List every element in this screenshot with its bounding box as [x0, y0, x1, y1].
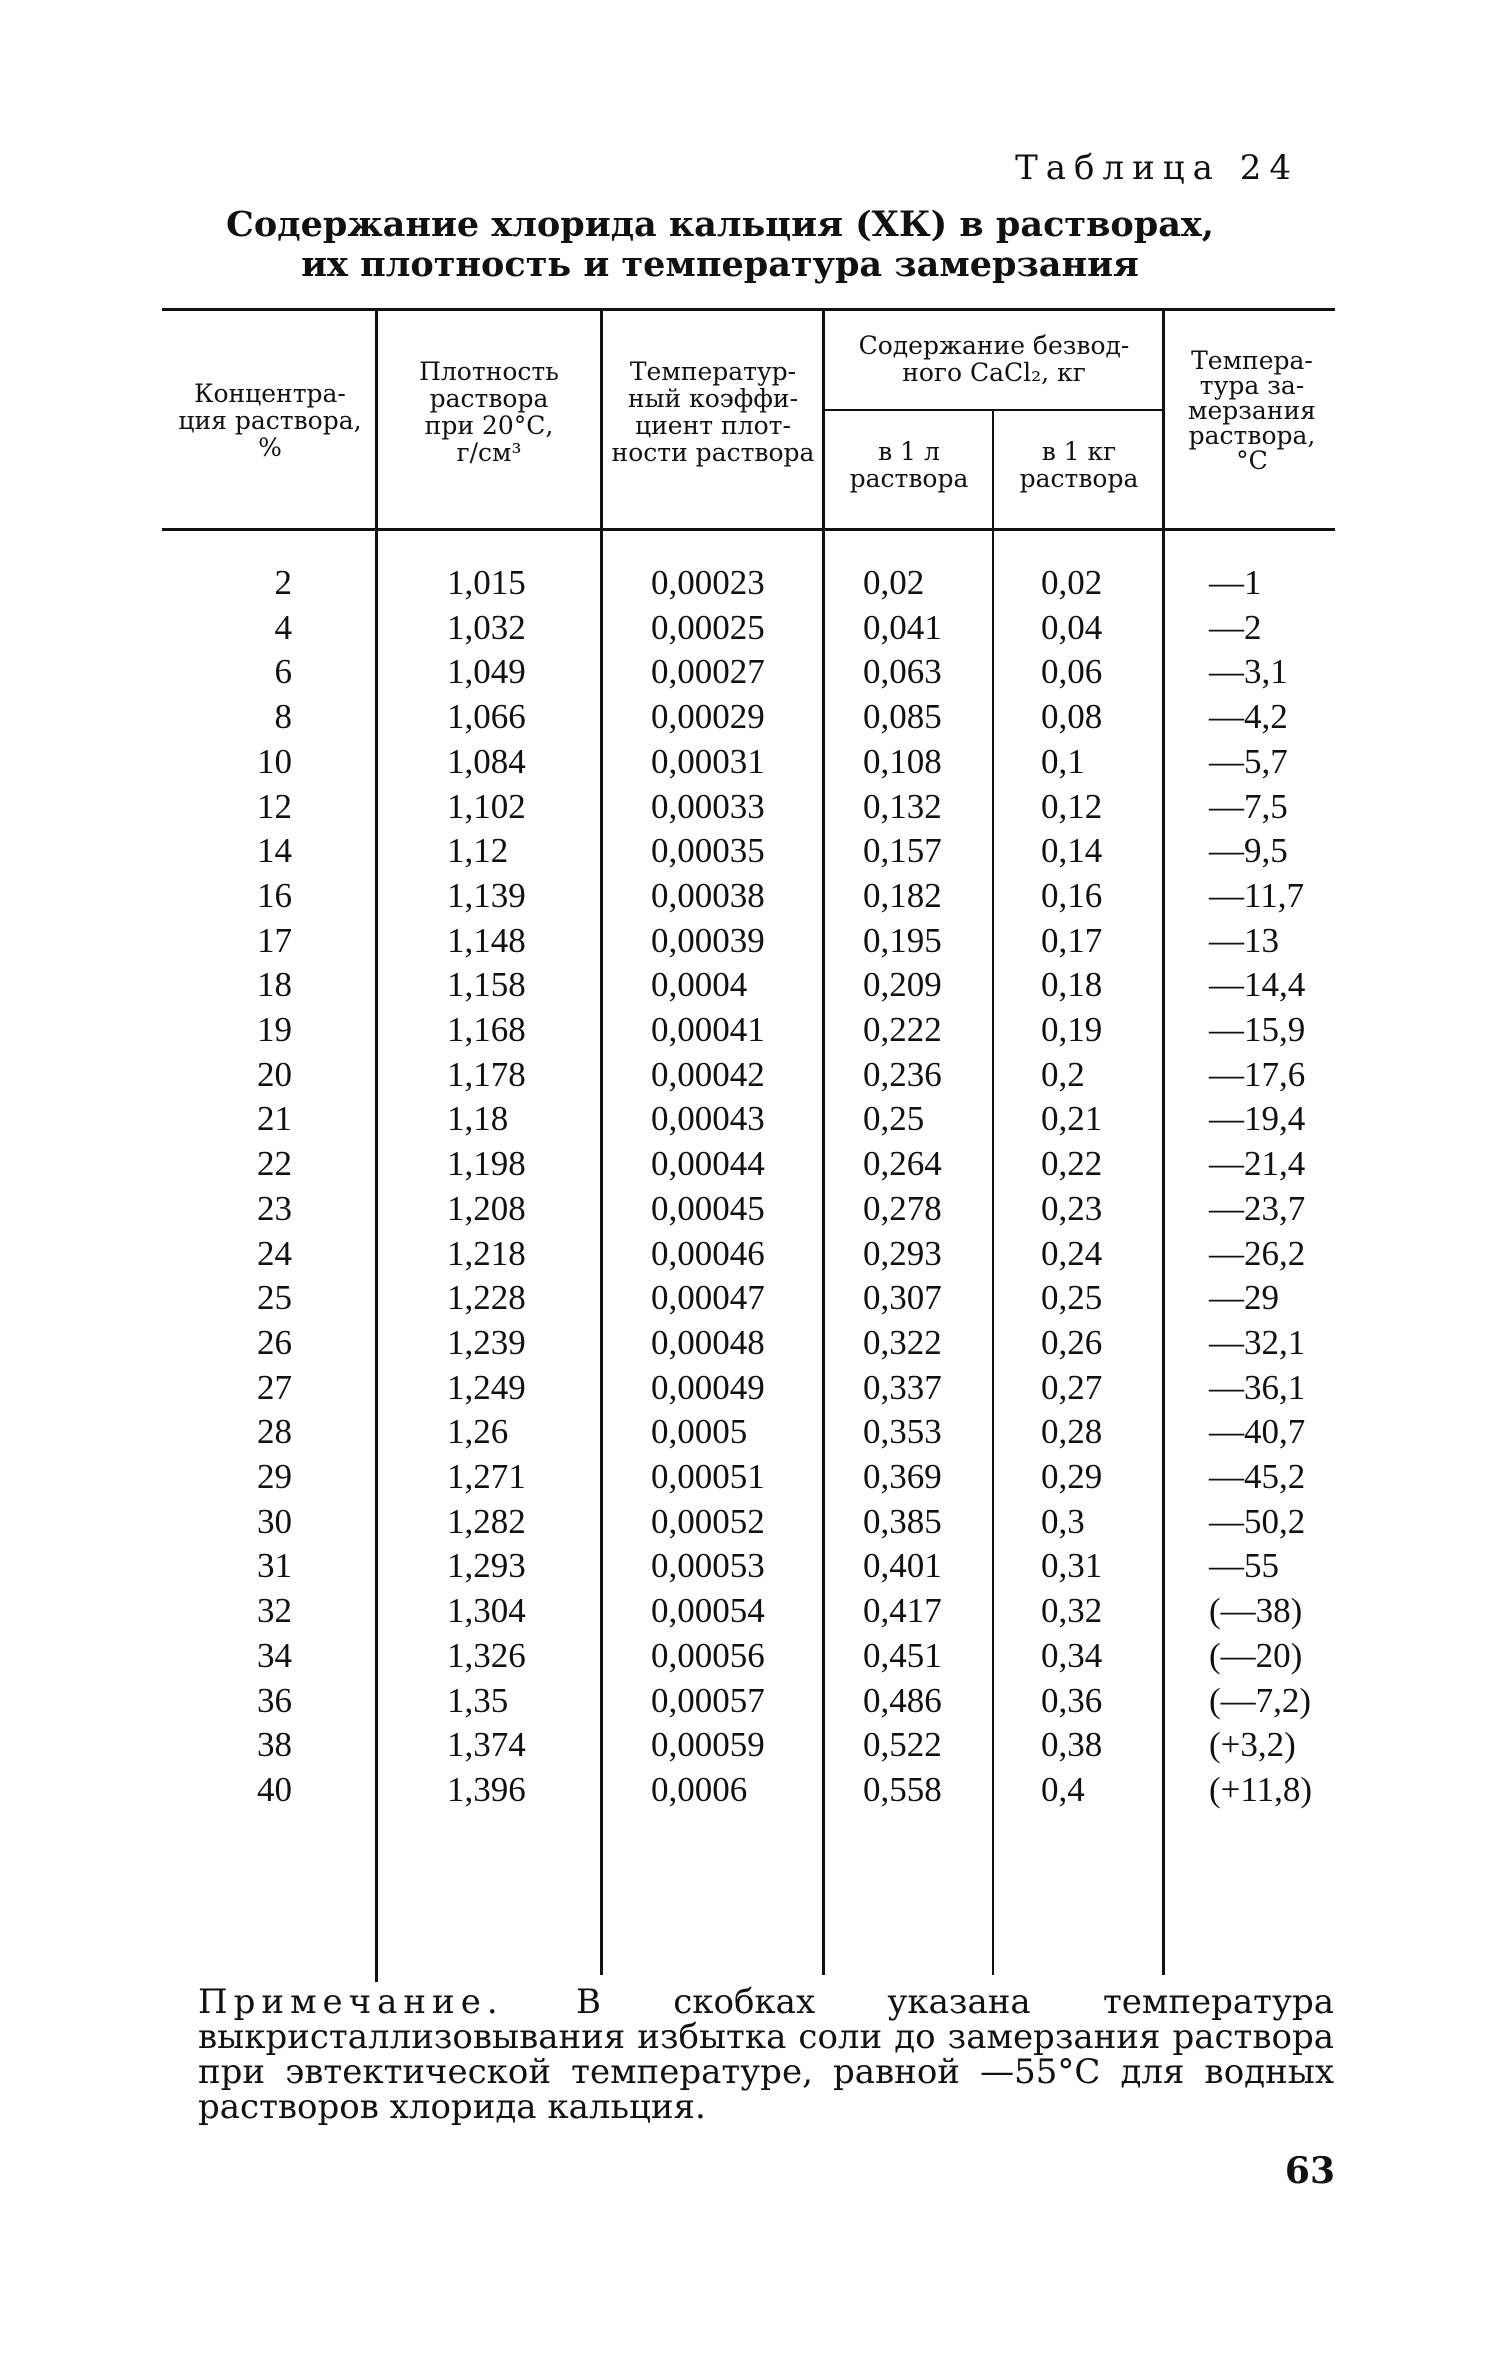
cell-density: 1,084	[447, 741, 526, 781]
cell-content-per-liter: 0,369	[863, 1457, 942, 1496]
cell-freezing-temperature: —26,2	[1209, 1233, 1306, 1273]
cell-concentration: 23	[257, 1188, 292, 1228]
table-row	[162, 962, 1335, 1007]
cell-temp-coefficient: 0,00035	[651, 831, 765, 871]
cell-concentration: 36	[257, 1680, 292, 1720]
cell-density: 1,26	[447, 1412, 509, 1452]
cell-density: 1,282	[447, 1501, 526, 1541]
cell-density: 1,015	[447, 563, 526, 602]
cell-concentration: 34	[257, 1635, 292, 1675]
cell-concentration: 10	[257, 741, 292, 781]
page-number: 63	[1284, 2150, 1335, 2192]
table-row	[162, 649, 1335, 694]
cell-freezing-temperature: —29	[1209, 1278, 1279, 1318]
table-row	[162, 1454, 1335, 1499]
table-row	[162, 694, 1335, 739]
table-row	[162, 1096, 1335, 1141]
cell-freezing-temperature: —4,2	[1209, 697, 1288, 737]
cell-density: 1,198	[447, 1144, 526, 1184]
cell-content-per-liter: 0,236	[863, 1054, 942, 1094]
cell-concentration: 25	[257, 1278, 292, 1318]
header-freezing-temperature: Темпера- тура за- мерзания раствора, °С	[1188, 346, 1316, 475]
cell-temp-coefficient: 0,00038	[651, 875, 765, 915]
cell-content-per-liter: 0,337	[863, 1367, 942, 1407]
cell-temp-coefficient: 0,0005	[651, 1412, 748, 1452]
table-row	[162, 1186, 1335, 1231]
cell-temp-coefficient: 0,00046	[651, 1233, 765, 1273]
cell-temp-coefficient: 0,00048	[651, 1322, 765, 1362]
header-density: Плотность раствора при 20°С, г/см³	[419, 357, 559, 467]
cell-freezing-temperature: —17,6	[1209, 1054, 1306, 1094]
cell-concentration: 17	[257, 920, 292, 960]
table-row	[162, 1409, 1335, 1454]
cell-freezing-temperature: —40,7	[1209, 1412, 1306, 1452]
cell-concentration: 26	[257, 1322, 292, 1362]
cell-density: 1,396	[447, 1769, 526, 1809]
table-row	[162, 739, 1335, 784]
cell-concentration: 21	[257, 1099, 292, 1139]
cell-concentration: 38	[257, 1725, 292, 1765]
cell-content-per-liter: 0,307	[863, 1278, 942, 1318]
cell-content-per-kg: 0,12	[1041, 786, 1103, 826]
cell-content-per-liter: 0,132	[863, 786, 942, 826]
cell-freezing-temperature: (—20)	[1209, 1635, 1303, 1675]
cell-density: 1,032	[447, 607, 526, 647]
table-title	[220, 205, 1220, 285]
cell-freezing-temperature: (+3,2)	[1209, 1725, 1296, 1765]
cell-content-per-kg: 0,14	[1041, 831, 1103, 871]
cell-concentration: 4	[274, 607, 292, 647]
cell-temp-coefficient: 0,00043	[651, 1099, 765, 1139]
table-row	[162, 1499, 1335, 1544]
header-bottom-rule	[162, 528, 1335, 531]
cell-temp-coefficient: 0,00029	[651, 697, 765, 737]
cell-freezing-temperature: —55	[1209, 1546, 1279, 1586]
cell-concentration: 6	[274, 652, 292, 692]
cell-temp-coefficient: 0,00056	[651, 1635, 765, 1675]
cell-density: 1,168	[447, 1010, 526, 1049]
table-row	[162, 1007, 1335, 1052]
cell-content-per-liter: 0,157	[863, 831, 942, 871]
cell-concentration: 32	[257, 1591, 292, 1631]
cell-content-per-kg: 0,22	[1041, 1144, 1103, 1184]
cell-content-per-liter: 0,085	[863, 697, 942, 737]
table-row	[162, 1722, 1335, 1767]
cell-temp-coefficient: 0,00023	[651, 563, 765, 602]
cell-content-per-liter: 0,401	[863, 1546, 942, 1586]
cell-temp-coefficient: 0,00049	[651, 1367, 765, 1407]
cell-density: 1,12	[447, 831, 509, 871]
table-row	[162, 1543, 1335, 1588]
cell-concentration: 12	[257, 786, 292, 826]
cell-density: 1,049	[447, 652, 526, 692]
cell-density: 1,271	[447, 1457, 526, 1496]
cell-density: 1,148	[447, 920, 526, 960]
cell-temp-coefficient: 0,0004	[651, 965, 748, 1005]
cell-freezing-temperature: —11,7	[1209, 875, 1304, 915]
cell-density: 1,239	[447, 1322, 526, 1362]
table-row	[162, 1365, 1335, 1410]
cell-temp-coefficient: 0,0006	[651, 1769, 748, 1809]
cell-content-per-kg: 0,2	[1041, 1054, 1085, 1094]
table-top-rule	[162, 308, 1335, 311]
table-row	[162, 784, 1335, 829]
table-label: Таблица 24	[1015, 148, 1299, 188]
cell-concentration: 20	[257, 1054, 292, 1094]
cell-temp-coefficient: 0,00025	[651, 607, 765, 647]
cell-content-per-kg: 0,19	[1041, 1010, 1103, 1049]
cell-freezing-temperature: —45,2	[1209, 1457, 1306, 1496]
cell-density: 1,249	[447, 1367, 526, 1407]
cell-density: 1,218	[447, 1233, 526, 1273]
cell-content-per-kg: 0,18	[1041, 965, 1103, 1005]
cell-freezing-temperature: —19,4	[1209, 1099, 1306, 1139]
cell-concentration: 24	[257, 1233, 292, 1273]
table-row	[162, 1141, 1335, 1186]
title-line-1: Содержание хлорида кальция (ХК) в растворах,	[226, 204, 1214, 245]
table-row	[162, 828, 1335, 873]
cell-content-per-kg: 0,3	[1041, 1501, 1085, 1541]
cell-freezing-temperature: (—7,2)	[1209, 1680, 1312, 1720]
cell-content-per-liter: 0,209	[863, 965, 942, 1005]
cell-density: 1,178	[447, 1054, 526, 1094]
cell-content-per-kg: 0,23	[1041, 1188, 1103, 1228]
cell-density: 1,158	[447, 965, 526, 1005]
note-label: Примечание.	[198, 1982, 504, 2022]
table-row	[162, 918, 1335, 963]
cell-content-per-kg: 0,17	[1041, 920, 1103, 960]
cell-temp-coefficient: 0,00042	[651, 1054, 765, 1094]
note-text: В скобках указана температура выкристаллизовывания избытка соли до замерзания раствора при эвтектической температуре, равной —55°С для водных растворов хлорида кальция.	[198, 1982, 1334, 2127]
cell-content-per-liter: 0,486	[863, 1680, 942, 1720]
cell-content-per-kg: 0,32	[1041, 1591, 1103, 1631]
cell-content-per-kg: 0,1	[1041, 741, 1085, 781]
cell-temp-coefficient: 0,00044	[651, 1144, 765, 1184]
cell-content-per-liter: 0,041	[863, 607, 942, 647]
cell-content-per-liter: 0,02	[863, 563, 925, 602]
cell-density: 1,18	[447, 1099, 509, 1139]
cell-content-per-liter: 0,385	[863, 1501, 942, 1541]
cell-concentration: 14	[257, 831, 292, 871]
cell-freezing-temperature: —3,1	[1209, 652, 1288, 692]
cell-freezing-temperature: —9,5	[1209, 831, 1288, 871]
cell-content-per-kg: 0,27	[1041, 1367, 1103, 1407]
cell-temp-coefficient: 0,00027	[651, 652, 765, 692]
cell-content-per-kg: 0,04	[1041, 607, 1103, 647]
cell-density: 1,102	[447, 786, 526, 826]
cell-concentration: 27	[257, 1367, 292, 1407]
cell-density: 1,304	[447, 1591, 526, 1631]
cell-content-per-liter: 0,195	[863, 920, 942, 960]
cell-concentration: 16	[257, 875, 292, 915]
cell-content-per-kg: 0,38	[1041, 1725, 1103, 1765]
cell-temp-coefficient: 0,00057	[651, 1680, 765, 1720]
cell-freezing-temperature: —1	[1209, 563, 1262, 602]
cell-density: 1,208	[447, 1188, 526, 1228]
cell-freezing-temperature: —14,4	[1209, 965, 1306, 1005]
cell-content-per-liter: 0,182	[863, 875, 942, 915]
cell-content-per-kg: 0,06	[1041, 652, 1103, 692]
cell-temp-coefficient: 0,00047	[651, 1278, 765, 1318]
cell-density: 1,139	[447, 875, 526, 915]
cell-content-per-liter: 0,278	[863, 1188, 942, 1228]
cell-concentration: 29	[257, 1457, 292, 1496]
table-note	[198, 1982, 1334, 2127]
cell-temp-coefficient: 0,00045	[651, 1188, 765, 1228]
cell-content-per-liter: 0,222	[863, 1010, 942, 1049]
title-line-2: их плотность и температура замерзания	[301, 244, 1139, 285]
cell-temp-coefficient: 0,00052	[651, 1501, 765, 1541]
header-concentration: Концентра- ция раствора, %	[178, 379, 362, 462]
cell-content-per-kg: 0,29	[1041, 1457, 1103, 1496]
cell-freezing-temperature: —21,4	[1209, 1144, 1306, 1184]
cell-density: 1,066	[447, 697, 526, 737]
cell-freezing-temperature: —36,1	[1209, 1367, 1306, 1407]
cell-content-per-liter: 0,264	[863, 1144, 942, 1184]
cell-temp-coefficient: 0,00039	[651, 920, 765, 960]
cell-concentration: 31	[257, 1546, 292, 1586]
cell-freezing-temperature: —13	[1209, 920, 1279, 960]
cell-temp-coefficient: 0,00051	[651, 1457, 765, 1496]
cell-concentration: 22	[257, 1144, 292, 1184]
cell-content-per-liter: 0,417	[863, 1591, 942, 1631]
cell-content-per-liter: 0,063	[863, 652, 942, 692]
cell-content-per-liter: 0,293	[863, 1233, 942, 1273]
cell-concentration: 18	[257, 965, 292, 1005]
cell-content-per-kg: 0,28	[1041, 1412, 1103, 1452]
table-row	[162, 1633, 1335, 1678]
cell-content-per-liter: 0,451	[863, 1635, 942, 1675]
cell-freezing-temperature: —32,1	[1209, 1322, 1306, 1362]
cell-content-per-kg: 0,26	[1041, 1322, 1103, 1362]
cell-content-per-kg: 0,16	[1041, 875, 1103, 915]
cell-concentration: 2	[274, 563, 292, 602]
cell-temp-coefficient: 0,00041	[651, 1010, 765, 1049]
cell-freezing-temperature: (+11,8)	[1209, 1769, 1313, 1809]
cell-density: 1,326	[447, 1635, 526, 1675]
cell-freezing-temperature: —5,7	[1209, 741, 1288, 781]
cell-concentration: 40	[257, 1769, 292, 1809]
cell-freezing-temperature: —7,5	[1209, 786, 1288, 826]
table-row	[162, 605, 1335, 650]
header-per-liter: в 1 л раствора	[849, 437, 969, 493]
cell-content-per-kg: 0,36	[1041, 1680, 1103, 1720]
cell-concentration: 28	[257, 1412, 292, 1452]
table-row	[162, 1588, 1335, 1633]
cell-density: 1,374	[447, 1725, 526, 1765]
cell-concentration: 30	[257, 1501, 292, 1541]
table-row	[162, 1275, 1335, 1320]
cell-content-per-liter: 0,25	[863, 1099, 925, 1139]
cell-density: 1,228	[447, 1278, 526, 1318]
cell-content-per-liter: 0,558	[863, 1769, 942, 1809]
cell-density: 1,35	[447, 1680, 509, 1720]
cell-content-per-liter: 0,322	[863, 1322, 942, 1362]
table-row	[162, 1320, 1335, 1365]
cell-content-per-kg: 0,34	[1041, 1635, 1103, 1675]
cell-freezing-temperature: (—38)	[1209, 1591, 1303, 1631]
table-row	[162, 1052, 1335, 1097]
table-row	[162, 1678, 1335, 1723]
cell-content-per-kg: 0,4	[1041, 1769, 1085, 1809]
header-per-kg: в 1 кг раствора	[1019, 437, 1139, 493]
cell-content-per-kg: 0,24	[1041, 1233, 1103, 1273]
cell-density: 1,293	[447, 1546, 526, 1586]
table-row	[162, 560, 1335, 605]
table-row	[162, 1231, 1335, 1276]
cell-content-per-kg: 0,21	[1041, 1099, 1103, 1139]
header-anhydrous-content: Содержание безвод- ного CaCl₂, кг	[858, 331, 1130, 387]
cell-content-per-liter: 0,522	[863, 1725, 942, 1765]
cell-content-per-kg: 0,08	[1041, 697, 1103, 737]
cell-content-per-liter: 0,353	[863, 1412, 942, 1452]
cell-temp-coefficient: 0,00031	[651, 741, 765, 781]
header-temperature-coefficient: Температур- ный коэффи- циент плот- ности раствора	[611, 357, 815, 467]
cell-temp-coefficient: 0,00053	[651, 1546, 765, 1586]
table-row	[162, 873, 1335, 918]
cell-temp-coefficient: 0,00033	[651, 786, 765, 826]
cell-content-per-kg: 0,02	[1041, 563, 1103, 602]
cell-freezing-temperature: —23,7	[1209, 1188, 1306, 1228]
cell-freezing-temperature: —15,9	[1209, 1010, 1306, 1049]
cell-concentration: 8	[274, 697, 292, 737]
cell-temp-coefficient: 0,00059	[651, 1725, 765, 1765]
cell-temp-coefficient: 0,00054	[651, 1591, 765, 1631]
cell-content-per-kg: 0,31	[1041, 1546, 1103, 1586]
cell-content-per-liter: 0,108	[863, 741, 942, 781]
cell-content-per-kg: 0,25	[1041, 1278, 1103, 1318]
cell-concentration: 19	[257, 1010, 292, 1049]
cell-freezing-temperature: —2	[1209, 607, 1262, 647]
cell-freezing-temperature: —50,2	[1209, 1501, 1306, 1541]
table-row	[162, 1767, 1335, 1812]
